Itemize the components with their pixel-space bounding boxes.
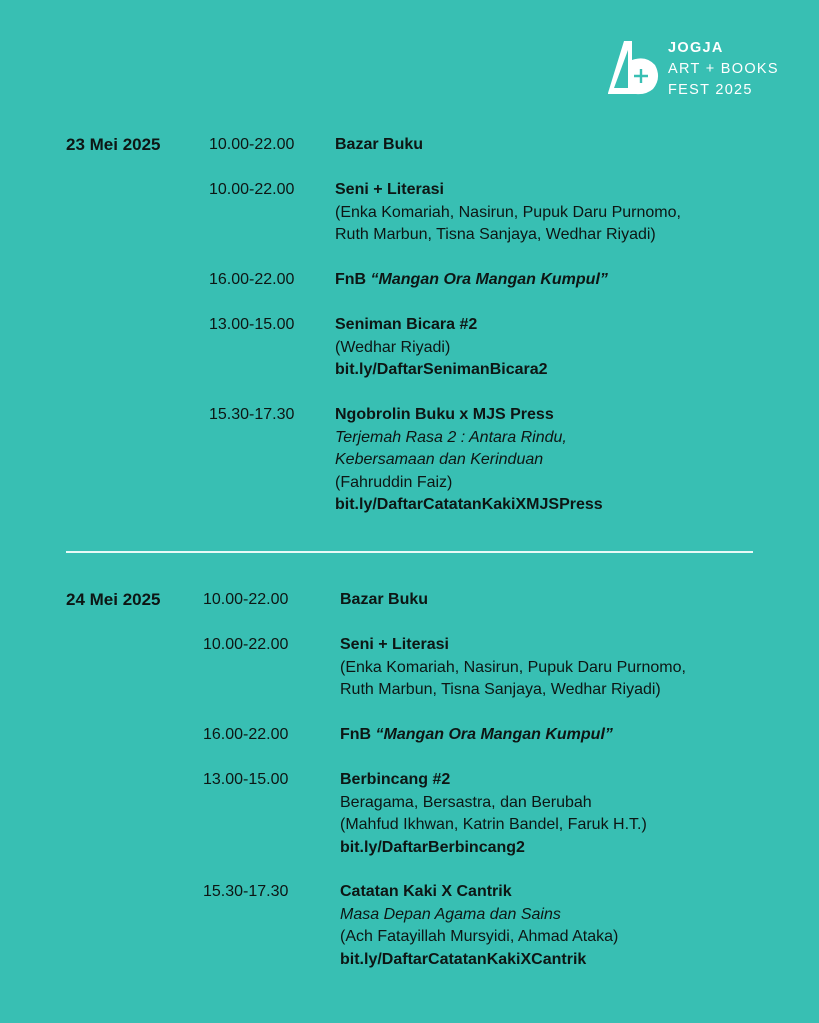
event-speakers: (Wedhar Riyadi) [335, 338, 451, 356]
event-details [335, 314, 755, 382]
event-title: Seni + Literasi [340, 636, 449, 653]
event-speakers: (Fahruddin Faiz) [335, 473, 453, 491]
event-details [340, 589, 760, 612]
event-time: 10.00-22.00 [209, 181, 295, 198]
event-speakers: (Mahfud Ikhwan, Katrin Bandel, Faruk H.T.) [340, 816, 647, 833]
event-details [340, 881, 760, 971]
day-date: 24 Mei 2025 [66, 590, 161, 609]
event-title: “Mangan Ora Mangan Kumpul” [370, 271, 608, 288]
festival-logo [606, 38, 779, 101]
event-title: Seni + Literasi [335, 181, 444, 198]
event-time: 16.00-22.00 [203, 726, 289, 743]
event-time: 13.00-15.00 [203, 771, 289, 788]
event-details [335, 134, 755, 157]
event-time: 10.00-22.00 [209, 136, 295, 153]
festival-name [668, 38, 779, 101]
event-title: Catatan Kaki X Cantrik [340, 883, 512, 900]
event-subtitle: Terjemah Rasa 2 : Antara Rindu, [335, 428, 567, 446]
event-title: Ngobrolin Buku x MJS Press [335, 406, 554, 423]
event-speakers: (Enka Komariah, Nasirun, Pupuk Daru Purnomo, [335, 203, 681, 221]
event-title-prefix: FnB [340, 726, 376, 743]
event-details [340, 634, 760, 702]
registration-link[interactable]: bit.ly/DaftarCatatanKakiXMJSPress [335, 496, 603, 513]
event-subtitle: Masa Depan Agama dan Sains [340, 905, 561, 923]
event-speakers: Ruth Marbun, Tisna Sanjaya, Wedhar Riyadi) [340, 681, 661, 698]
event-details [340, 724, 760, 747]
event-details [340, 769, 760, 859]
event-subtitle: Beragama, Bersastra, dan Berubah [340, 793, 592, 811]
registration-link[interactable]: bit.ly/DaftarBerbincang2 [340, 838, 525, 856]
registration-link[interactable]: bit.ly/DaftarCatatanKakiXCantrik [340, 950, 587, 968]
event-details [335, 269, 755, 292]
event-details [335, 404, 755, 517]
event-time: 10.00-22.00 [203, 636, 289, 653]
logo-line-3: FEST 2025 [668, 82, 753, 98]
event-speakers: (Enka Komariah, Nasirun, Pupuk Daru Purnomo, [340, 658, 686, 676]
logo-line-1: JOGJA [668, 40, 724, 56]
event-subtitle: Kebersamaan dan Kerinduan [335, 451, 544, 468]
event-time: 13.00-15.00 [209, 316, 295, 333]
event-title-prefix: FnB [335, 271, 371, 288]
day-date: 23 Mei 2025 [66, 135, 161, 154]
event-time: 16.00-22.00 [209, 271, 295, 288]
event-time: 10.00-22.00 [203, 591, 289, 608]
registration-link[interactable]: bit.ly/DaftarSenimanBicara2 [335, 361, 548, 378]
event-speakers: (Ach Fatayillah Mursyidi, Ahmad Ataka) [340, 928, 619, 945]
event-title: “Mangan Ora Mangan Kumpul” [375, 726, 613, 743]
event-title: Bazar Buku [335, 136, 424, 153]
day-divider [66, 551, 753, 553]
event-title: Berbincang #2 [340, 771, 451, 788]
festival-logo-icon [606, 38, 660, 96]
event-time: 15.30-17.30 [209, 406, 295, 423]
event-time: 15.30-17.30 [203, 883, 289, 900]
event-details [335, 179, 755, 247]
event-title: Bazar Buku [340, 591, 429, 608]
event-speakers: Ruth Marbun, Tisna Sanjaya, Wedhar Riyadi) [335, 226, 656, 243]
logo-line-2: ART + BOOKS [668, 61, 779, 77]
event-title: Seniman Bicara #2 [335, 316, 478, 333]
